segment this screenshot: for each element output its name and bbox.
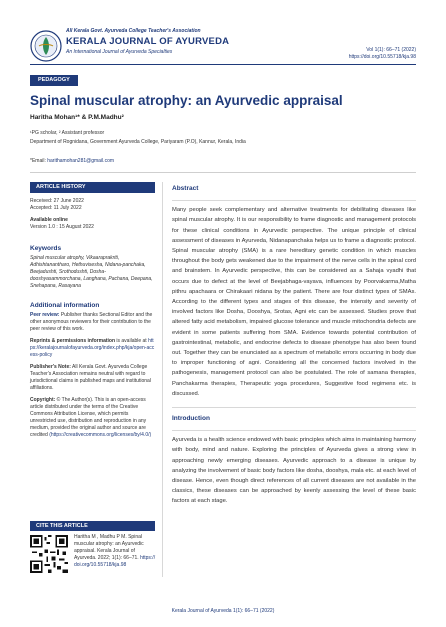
section-divider	[30, 172, 416, 173]
association-name: All Kerala Govt. Ayurveda College Teacher's Association	[66, 28, 201, 34]
citation-text: Haritha M , Madhu P M. Spinal muscular atrophy: an Ayurvedic appraisal. Kerala Journal of Ayurveda. 2022; 1(1): 66–71.	[74, 534, 144, 561]
volume-info: Vol 1(1): 66–71 (2022)	[366, 47, 416, 53]
affiliation-roles: ¹PG scholar, ² Assistant professor	[30, 130, 105, 136]
citation	[74, 534, 156, 569]
article-body	[172, 182, 416, 507]
affiliation-department: Department of Rognidana, Government Ayurveda College, Pariyaram (P.O), Kannur, Kerala, India	[30, 139, 246, 145]
column-divider	[162, 182, 163, 577]
abstract-text: Many people seek complementary and alternative treatments for debilitating diseases like spinal muscular atrophy. It is our responsibility to frame diagnostic and management protocols for these clinical conditions in Ayurvedic perspective. The unique principle of clinical assessment of diseases in Ayurveda, Nidanapanchaka helps us to frame a diagnostic protocol. Spinal muscular atrophy (SMA) is a rare hereditary genetic condition in which muscles throughout the body gets weakened due to the impairment of the nerve cells in the spinal cord and brainstem. In Ayurvedic perspective, this can be considered as a Sahaja vyadhi that occurs due to defect at the level of Beejabhaga-vayava, influences by Poorvakarma,Matha pithru apachaara or Chirakaari nidana by the patient. There are four distinct types of SMAs. According to the different types and stages of this disease, the intensity and severity of involved factors like Dosha, Dooshya, Srotas, Agni etc can be assessed. Studies prove that altered fatty acid metabolism, impaired glucose tolerance and muscle mitochondria defects are evident in some patients suffering from SMA. Evidence towards potential contribution of gastrointestinal, metabolic, and endocrine defects to disease phenotype has also been found out. Together they can be enunciated as a spectrum of metabolic errors occurring in body due to improper functioning of agni. Considering all the concerned factors involved in the pathogenesis, management protocol can also be postulated. The role of samana therapies, Panchakarma therapies, Therapeutic yoga procedures, Suggestive food regimens etc. is discussed.	[172, 207, 416, 397]
reprints-link[interactable]: https://keralajournalofayurveda.org/index.php/kja/open-access-policy	[30, 338, 155, 358]
available-online-label: Available online	[30, 217, 68, 223]
header-divider	[30, 64, 416, 65]
additional-info-heading: Additional information	[30, 302, 100, 309]
citation-doi[interactable]: https://doi.org/10.55718/kja.98	[74, 555, 156, 568]
publisher-note-text: All Kerala Govt. Ayurveda College Teacher's Association remains neutral with regard to jurisdictional claims in published maps and institutional affiliations.	[30, 364, 151, 391]
introduction-text: Ayurveda is a health science endowed with basic principles which aims in maintaining harmony with body, mind and nature. Exploring the principles of Ayurveda gives a strong view in approaching newly emerging diseases. Ayurvedic approach to a disease is unique by analyzing the involvement of basic body factors like dosha, dooshya, mala etc. at each level of disease. Hence, even though direct references of all current diseases are not available in the classics, these diseases can be approached by keenly assessing the level of these basic factors at each stage.	[172, 437, 416, 505]
publisher-note	[30, 364, 155, 392]
category-badge: PEDAGOGY	[30, 75, 78, 86]
reprints-note	[30, 338, 155, 359]
keywords-list: Spinal muscular atrophy, Vikaaraprakriti, Adhishtanantharo, Hethuvisesha, Nidana-panchaka, Beejadushti, Srothodushti, Dosha-dooshyasammorchana, Langhana, Pachana, Deepana, Snehapana, Rasayana	[30, 255, 153, 289]
qr-code-icon	[30, 535, 68, 573]
peer-review-note	[30, 312, 155, 333]
cite-badge	[30, 521, 155, 531]
journal-logo-icon	[30, 30, 62, 62]
version-info: Version 1.0 : 15 August 2022	[30, 224, 94, 230]
license-link[interactable]: (https://creativecommons.org/licenses/by/4.0/)	[49, 432, 152, 438]
peer-review-text: Publisher thanks Sectional Editor and the other anonymous reviewers for their contribution to the peer review of this work.	[30, 312, 153, 332]
cite-label: CITE THIS ARTICLE	[36, 523, 88, 529]
doi-link[interactable]: https://doi.org/10.55718/kja.98	[348, 54, 416, 60]
copyright-note	[30, 397, 155, 439]
abstract-heading: Abstract	[172, 185, 199, 192]
reprints-text: is available at	[115, 338, 149, 344]
reprints-label: Reprints & permissions information	[30, 338, 116, 344]
article-title: Spinal muscular atrophy: an Ayurvedic appraisal	[30, 93, 343, 108]
page-footer: Kerala Journal of Ayurveda 1(1): 66–71 (2022)	[171, 608, 275, 614]
keywords-heading: Keywords	[30, 245, 62, 252]
received-date: Received: 27 June 2022	[30, 198, 84, 204]
journal-subtitle: An International Journal of Ayurveda Specialties	[66, 49, 173, 55]
article-history-badge: ARTICLE HISTORY	[30, 182, 155, 193]
email-label: *Email:	[30, 158, 48, 164]
accepted-date: Accepted: 11 July 2022	[30, 205, 82, 211]
introduction-heading: Introduction	[172, 415, 210, 423]
copyright-text: © The Author(s). This is an open-access article distributed under the terms of the Creative Commons Attribution License, which permits unrestricted use, distribution and reproduction in any medium, provided the original author and source are credited	[30, 397, 147, 438]
publisher-note-label: Publisher's Note:	[30, 364, 71, 370]
journal-name: KERALA JOURNAL OF AYURVEDA	[66, 36, 230, 47]
peer-review-label: Peer review:	[30, 312, 60, 318]
corresponding-email	[30, 158, 114, 164]
authors: Haritha Mohan¹* & P.M.Madhu²	[30, 114, 124, 121]
article-sidebar	[30, 182, 155, 444]
email-link[interactable]: harithamohan281@gmail.com	[47, 158, 115, 164]
copyright-label: Copyright:	[30, 397, 56, 403]
